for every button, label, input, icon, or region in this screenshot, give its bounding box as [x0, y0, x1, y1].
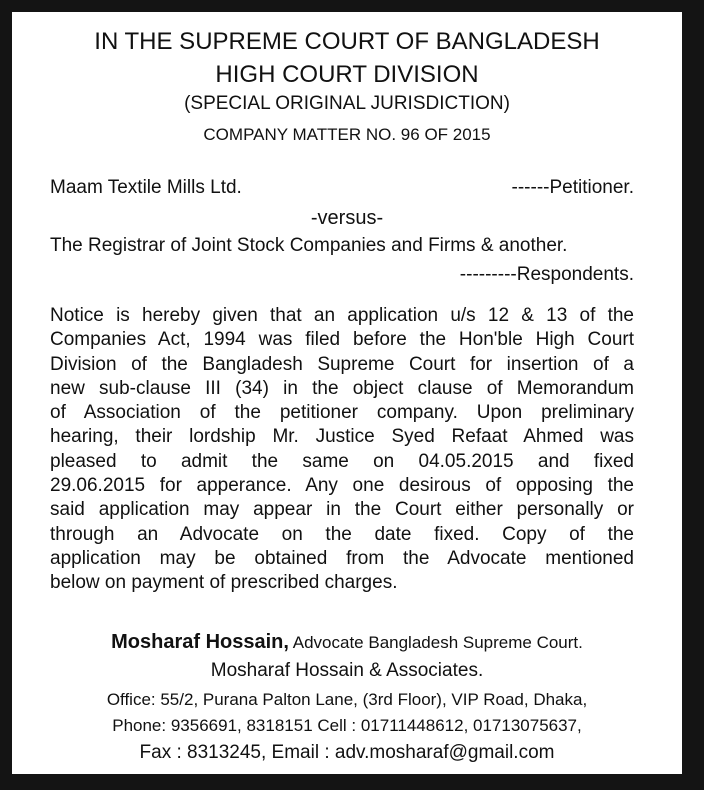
notice-line: below on payment of prescribed charges. — [50, 572, 398, 594]
notice-line: Notice is hereby given that an application u/s 12 & 13 of the — [50, 305, 634, 326]
notice-line: said application may appear in the Court either personally or — [50, 499, 634, 521]
advocate-title: Advocate Bangladesh Supreme Court. — [292, 633, 583, 652]
firm-name: Mosharaf Hossain & Associates. — [210, 660, 484, 681]
respondent-name: The Registrar of Joint Stock Companies and Firms & another. — [50, 235, 568, 256]
jurisdiction-title: (SPECIAL ORIGINAL JURISDICTION) — [184, 93, 510, 114]
notice-paper — [12, 12, 682, 774]
petitioner-name: Maam Textile Mills Ltd. — [50, 177, 242, 198]
versus-label: -versus- — [310, 207, 384, 229]
matter-number: COMPANY MATTER NO. 96 OF 2015 — [203, 125, 491, 144]
office-address: Office: 55/2, Purana Palton Lane, (3rd Floor), VIP Road, Dhaka, — [106, 690, 588, 709]
phone-numbers: Phone: 9356691, 8318151 Cell : 01711448612, 01713075637, — [112, 716, 582, 735]
notice-line: Companies Act, 1994 was filed before the Hon'ble High Court — [50, 329, 634, 351]
court-title: IN THE SUPREME COURT OF BANGLADESH — [94, 28, 600, 55]
notice-line: application may be obtained from the Advocate mentioned — [50, 547, 634, 569]
respondent-role: ---------Respondents. — [459, 264, 634, 285]
notice-line: 29.06.2015 for apperance. Any one desirous of opposing the — [50, 475, 634, 497]
notice-line: of Association of the petitioner company. Upon preliminary — [50, 402, 634, 424]
advocate-name: Mosharaf Hossain, — [111, 631, 289, 653]
division-title: HIGH COURT DIVISION — [215, 61, 479, 88]
notice-body — [50, 304, 634, 596]
notice-line: through an Advocate on the date fixed. Copy of the — [50, 523, 634, 545]
petitioner-role: ------Petitioner. — [511, 177, 634, 198]
notice-line: pleased to admit the same on 04.05.2015 and fixed — [50, 450, 634, 472]
notice-line: new sub-clause III (34) in the object clause of Memorandum — [50, 377, 634, 399]
notice-line: hearing, their lordship Mr. Justice Syed Refaat Ahmed was — [50, 426, 634, 448]
notice-line: Division of the Bangladesh Supreme Court for insertion of a — [50, 353, 634, 375]
signature-line — [12, 631, 682, 654]
fax-email: Fax : 8313245, Email : adv.mosharaf@gmail.com — [139, 742, 555, 763]
